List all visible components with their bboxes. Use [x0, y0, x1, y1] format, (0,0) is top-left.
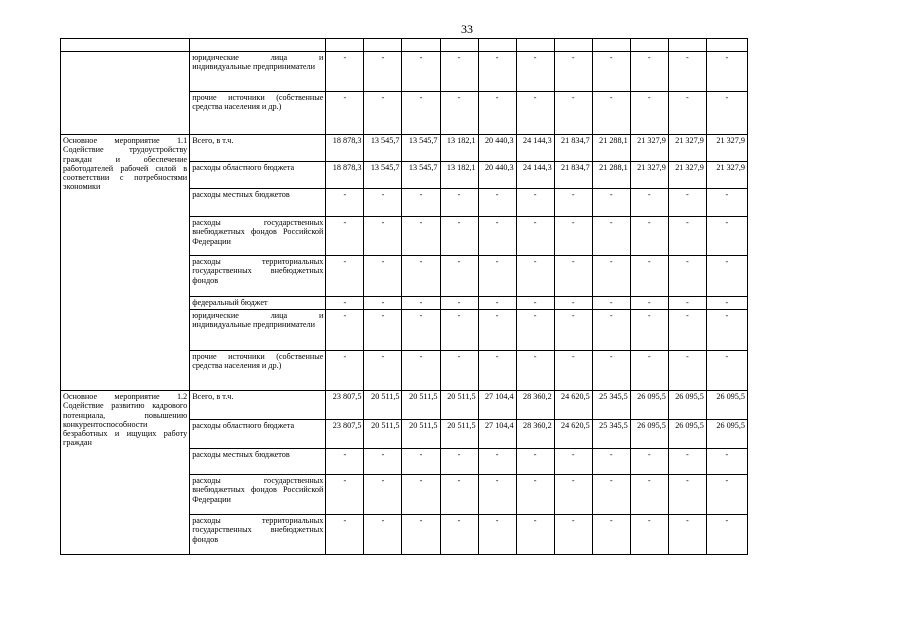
amount-cell: - [402, 297, 440, 310]
amount-cell: - [706, 92, 747, 135]
amount-cell: - [630, 256, 668, 297]
amount-cell: - [402, 217, 440, 256]
amount-cell [326, 39, 364, 52]
amount-cell: - [630, 297, 668, 310]
amount-cell: - [592, 310, 630, 351]
funding-source-cell [190, 310, 326, 351]
amount-cell: - [516, 515, 554, 555]
funding-source-cell [190, 449, 326, 475]
amount-cell: - [706, 297, 747, 310]
funding-source-label: расходы территориальных государственных внебюджетных фондов [192, 516, 324, 544]
amount-cell: 26 095,5 [706, 420, 747, 449]
funding-source-cell [190, 391, 326, 420]
amount-cell: - [554, 297, 592, 310]
amount-cell: - [554, 449, 592, 475]
amount-cell: - [364, 217, 402, 256]
amount-cell: - [326, 52, 364, 92]
amount-cell: - [630, 217, 668, 256]
amount-cell: - [554, 351, 592, 391]
amount-cell: 21 288,1 [592, 162, 630, 189]
amount-cell: 21 834,7 [554, 162, 592, 189]
funding-table [60, 38, 748, 555]
amount-cell: 20 511,5 [440, 391, 478, 420]
amount-cell: - [478, 256, 516, 297]
amount-cell: 26 095,5 [706, 391, 747, 420]
amount-cell: 21 327,9 [706, 162, 747, 189]
amount-cell [364, 39, 402, 52]
table-row [61, 39, 748, 52]
amount-cell: - [326, 449, 364, 475]
funding-source-label: расходы местных бюджетов [192, 190, 290, 199]
amount-cell: - [668, 475, 706, 515]
amount-cell: - [402, 310, 440, 351]
amount-cell: - [592, 449, 630, 475]
amount-cell: - [516, 449, 554, 475]
amount-cell: 13 545,7 [364, 162, 402, 189]
amount-cell: - [554, 217, 592, 256]
amount-cell: 21 327,9 [630, 135, 668, 162]
amount-cell: - [668, 310, 706, 351]
amount-cell: 21 288,1 [592, 135, 630, 162]
amount-cell: - [630, 351, 668, 391]
amount-cell: - [554, 52, 592, 92]
amount-cell: - [706, 52, 747, 92]
activity-cell [61, 52, 190, 135]
amount-cell: - [402, 189, 440, 217]
amount-cell: - [326, 256, 364, 297]
amount-cell: 21 327,9 [630, 162, 668, 189]
amount-cell: 13 545,7 [402, 135, 440, 162]
amount-cell: - [516, 217, 554, 256]
funding-source-label: расходы местных бюджетов [192, 450, 290, 459]
amount-cell: - [516, 256, 554, 297]
funding-source-cell [190, 256, 326, 297]
amount-cell: - [364, 310, 402, 351]
amount-cell: - [592, 515, 630, 555]
amount-cell: - [364, 52, 402, 92]
amount-cell: 24 144,3 [516, 162, 554, 189]
amount-cell: - [516, 52, 554, 92]
funding-source-label: расходы государственных внебюджетных фондов Российской Федерации [192, 476, 324, 504]
amount-cell: 26 095,5 [630, 391, 668, 420]
amount-cell: - [478, 310, 516, 351]
funding-source-cell [190, 92, 326, 135]
funding-source-label: прочие источники (собственные средства населения и др.) [192, 93, 324, 112]
amount-cell: - [668, 297, 706, 310]
amount-cell: - [630, 515, 668, 555]
amount-cell: 13 545,7 [364, 135, 402, 162]
amount-cell: - [592, 297, 630, 310]
amount-cell: - [478, 475, 516, 515]
funding-source-cell [190, 135, 326, 162]
amount-cell: - [478, 52, 516, 92]
amount-cell: - [554, 310, 592, 351]
amount-cell: - [440, 256, 478, 297]
funding-source-label: Всего, в т.ч. [192, 136, 234, 145]
amount-cell: - [592, 189, 630, 217]
amount-cell: - [668, 449, 706, 475]
amount-cell: 26 095,5 [668, 391, 706, 420]
amount-cell: - [668, 351, 706, 391]
amount-cell: - [326, 92, 364, 135]
amount-cell: 20 440,3 [478, 135, 516, 162]
amount-cell: - [402, 351, 440, 391]
funding-source-label: расходы государственных внебюджетных фондов Российской Федерации [192, 218, 324, 246]
amount-cell: 24 144,3 [516, 135, 554, 162]
amount-cell: - [668, 92, 706, 135]
amount-cell: 28 360,2 [516, 420, 554, 449]
amount-cell: - [554, 92, 592, 135]
amount-cell: - [364, 92, 402, 135]
amount-cell [630, 39, 668, 52]
amount-cell: 23 807,5 [326, 391, 364, 420]
amount-cell: 20 511,5 [364, 391, 402, 420]
funding-source-label: юридические лица и индивидуальные предприниматели [192, 311, 324, 330]
amount-cell: 13 182,1 [440, 162, 478, 189]
amount-cell: - [402, 449, 440, 475]
amount-cell: 20 511,5 [364, 420, 402, 449]
amount-cell: - [440, 515, 478, 555]
amount-cell: - [554, 515, 592, 555]
funding-source-cell [190, 162, 326, 189]
amount-cell: - [516, 297, 554, 310]
amount-cell [440, 39, 478, 52]
funding-source-cell [190, 52, 326, 92]
amount-cell [516, 39, 554, 52]
amount-cell: - [630, 52, 668, 92]
amount-cell: - [478, 515, 516, 555]
amount-cell: - [440, 449, 478, 475]
funding-source-cell [190, 39, 326, 52]
amount-cell [668, 39, 706, 52]
amount-cell: 20 511,5 [402, 420, 440, 449]
amount-cell: 28 360,2 [516, 391, 554, 420]
activity-name: Основное мероприятие 1.2 Содействие развитию кадрового потенциала, повышению конкурентоспособности безработных и ищущих работу граждан [63, 392, 188, 448]
amount-cell: - [402, 92, 440, 135]
amount-cell: - [364, 189, 402, 217]
amount-cell: - [364, 449, 402, 475]
amount-cell: 21 327,9 [668, 135, 706, 162]
amount-cell: - [478, 297, 516, 310]
amount-cell: - [706, 351, 747, 391]
funding-source-cell [190, 475, 326, 515]
amount-cell: 25 345,5 [592, 420, 630, 449]
amount-cell: - [364, 515, 402, 555]
amount-cell: 24 620,5 [554, 391, 592, 420]
activity-cell [61, 391, 190, 555]
amount-cell: - [326, 475, 364, 515]
amount-cell: - [668, 217, 706, 256]
amount-cell: - [326, 351, 364, 391]
amount-cell: - [478, 217, 516, 256]
amount-cell: - [630, 475, 668, 515]
amount-cell: - [668, 52, 706, 92]
amount-cell: - [630, 92, 668, 135]
amount-cell: - [402, 515, 440, 555]
funding-source-label: федеральный бюджет [192, 298, 268, 307]
amount-cell: - [364, 256, 402, 297]
amount-cell: - [440, 310, 478, 351]
funding-source-cell [190, 420, 326, 449]
amount-cell: - [592, 351, 630, 391]
funding-source-label: расходы областного бюджета [192, 421, 295, 430]
amount-cell [592, 39, 630, 52]
amount-cell: - [516, 189, 554, 217]
amount-cell: - [516, 310, 554, 351]
amount-cell: - [592, 256, 630, 297]
amount-cell: - [440, 351, 478, 391]
amount-cell: - [516, 475, 554, 515]
amount-cell: - [554, 256, 592, 297]
amount-cell: 25 345,5 [592, 391, 630, 420]
amount-cell [706, 39, 747, 52]
funding-source-label: расходы областного бюджета [192, 163, 295, 172]
amount-cell: - [364, 475, 402, 515]
amount-cell: - [440, 297, 478, 310]
funding-source-cell [190, 351, 326, 391]
amount-cell: 27 104,4 [478, 420, 516, 449]
amount-cell: - [326, 217, 364, 256]
amount-cell: 21 834,7 [554, 135, 592, 162]
amount-cell: - [364, 351, 402, 391]
amount-cell: - [364, 297, 402, 310]
amount-cell: - [706, 449, 747, 475]
amount-cell: - [668, 515, 706, 555]
table-row [61, 391, 748, 420]
amount-cell: 20 440,3 [478, 162, 516, 189]
amount-cell: 27 104,4 [478, 391, 516, 420]
amount-cell: - [592, 217, 630, 256]
funding-source-label: Всего, в т.ч. [192, 392, 234, 401]
amount-cell: - [440, 217, 478, 256]
amount-cell: 26 095,5 [668, 420, 706, 449]
amount-cell: - [478, 189, 516, 217]
amount-cell: 23 807,5 [326, 420, 364, 449]
amount-cell: - [706, 217, 747, 256]
activity-cell [61, 39, 190, 52]
amount-cell: - [630, 189, 668, 217]
funding-source-cell [190, 217, 326, 256]
amount-cell: - [706, 515, 747, 555]
amount-cell: 20 511,5 [402, 391, 440, 420]
amount-cell: - [706, 256, 747, 297]
amount-cell: 18 878,3 [326, 162, 364, 189]
amount-cell: - [668, 256, 706, 297]
page-number: 33 [461, 22, 473, 36]
amount-cell: - [326, 189, 364, 217]
amount-cell: - [630, 449, 668, 475]
amount-cell: - [592, 92, 630, 135]
amount-cell: - [478, 351, 516, 391]
table-row [61, 135, 748, 162]
amount-cell: 20 511,5 [440, 420, 478, 449]
amount-cell: - [554, 475, 592, 515]
amount-cell: - [402, 475, 440, 515]
amount-cell: - [516, 92, 554, 135]
amount-cell: - [592, 475, 630, 515]
amount-cell: - [592, 52, 630, 92]
amount-cell [402, 39, 440, 52]
amount-cell: - [706, 189, 747, 217]
activity-name: Основное мероприятие 1.1 Содействие трудоустройству граждан и обеспечение работодателей рабочей силой в соответствии с потребностями экономики [63, 136, 188, 192]
funding-source-label: расходы территориальных государственных внебюджетных фондов [192, 257, 324, 285]
activity-cell [61, 135, 190, 391]
amount-cell: - [402, 256, 440, 297]
amount-cell: - [326, 297, 364, 310]
amount-cell: - [630, 310, 668, 351]
amount-cell [554, 39, 592, 52]
amount-cell: - [440, 52, 478, 92]
amount-cell: 26 095,5 [630, 420, 668, 449]
funding-source-label: юридические лица и индивидуальные предприниматели [192, 53, 324, 72]
funding-source-cell [190, 189, 326, 217]
funding-source-cell [190, 515, 326, 555]
amount-cell: - [668, 189, 706, 217]
amount-cell: 21 327,9 [668, 162, 706, 189]
funding-source-label: прочие источники (собственные средства населения и др.) [192, 352, 324, 371]
amount-cell: 24 620,5 [554, 420, 592, 449]
amount-cell: - [478, 449, 516, 475]
amount-cell [478, 39, 516, 52]
amount-cell: 13 545,7 [402, 162, 440, 189]
funding-source-cell [190, 297, 326, 310]
amount-cell: 18 878,3 [326, 135, 364, 162]
amount-cell: - [516, 351, 554, 391]
amount-cell: - [440, 92, 478, 135]
amount-cell: - [706, 475, 747, 515]
amount-cell: - [706, 310, 747, 351]
amount-cell: - [554, 189, 592, 217]
amount-cell: - [326, 310, 364, 351]
amount-cell: - [440, 475, 478, 515]
amount-cell: 21 327,9 [706, 135, 747, 162]
amount-cell: - [326, 515, 364, 555]
amount-cell: - [478, 92, 516, 135]
amount-cell: - [440, 189, 478, 217]
amount-cell: - [402, 52, 440, 92]
amount-cell: 13 182,1 [440, 135, 478, 162]
table-row [61, 52, 748, 92]
